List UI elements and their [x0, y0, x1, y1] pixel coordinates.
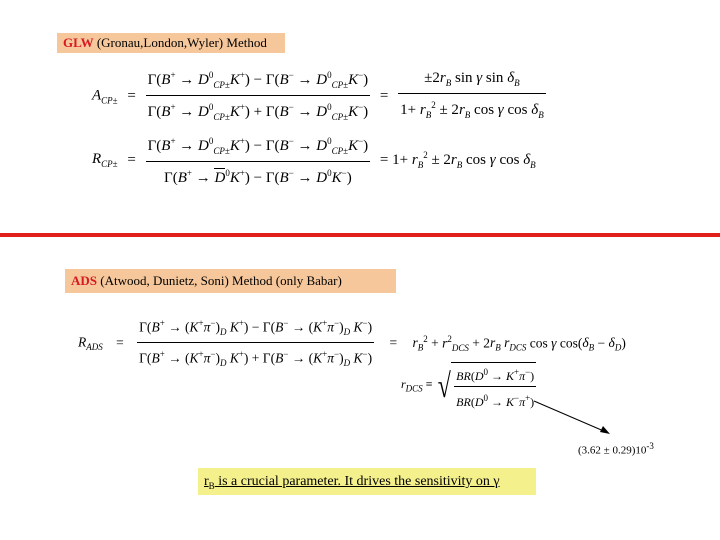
rdcs-value-exponent: -3: [646, 441, 654, 451]
note-box: [198, 468, 536, 495]
ads-title-box: [65, 269, 396, 293]
rdcs-definition: $r_{DCS}$ ≡ √ $\frac{BR(D^0 \to K^+\pi^-)}{BR(D^0 \to K^-\pi^+)}$: [401, 362, 536, 411]
note-text: is a crucial parameter. It drives the sensitivity on γ: [214, 474, 500, 489]
rdcs-value: [578, 437, 654, 460]
glw-title-box: [57, 33, 285, 53]
glw-acronym: GLW: [63, 35, 94, 50]
note-text-sub: B: [208, 480, 215, 491]
acp-equation: $A_{CP\pm}$ = $\frac{\Gamma(B^+ \to D^0_{CP\pm}K^+) - \Gamma(B^- \to D^0_{CP\pm}K^-)}{\Gamma(B^+ \to D^0_{CP\pm}K^+) + \Gamma(B^- \to D^0_{CP\pm}K^-)}$ = $\frac{\pm 2r_B \sin \gamma \sin \delta_B}{1+ r_B^2 \pm 2r_B \cos \gamma \cos \delta_B}$: [92, 66, 546, 126]
ads-title: (Atwood, Dunietz, Soni) Method (only Babar): [97, 273, 342, 288]
rdcs-value-text: (3.62 ± 0.29)10: [578, 444, 647, 457]
section-divider: [0, 233, 720, 237]
ads-acronym: ADS: [71, 273, 98, 288]
glw-title: (Gronau,London,Wyler) Method: [93, 35, 267, 50]
note-text-r: r: [204, 474, 209, 489]
rcp-equation: $R_{CP\pm}$ = $\frac{\Gamma(B^+ \to D^0_{CP\pm}K^+) - \Gamma(B^- \to D^0_{CP\pm}K^-)}{\Gamma(B^+ \to D^0K^+) - \Gamma(B^- \to D^0K^-)}$ = $1+ r_B^2 \pm 2r_B$ cos γ $\cos \delta_B$: [92, 136, 536, 186]
rads-equation: $R_{ADS}$ = $\frac{\Gamma(B^+ \to (K^+\pi^-)_D K^+) - \Gamma(B^- \to (K^+\pi^-)_D K^-)}{\Gamma(B^+ \to (K^+\pi^-)_D K^+) + \Gamma(B^- \to (K^+\pi^-)_D K^-)}$ = $r_B^2 + r^2_{DCS} + 2r_B$ $r_{DCS}$ cos γ $\cos(\delta_B - \delta_D)$: [78, 314, 626, 372]
